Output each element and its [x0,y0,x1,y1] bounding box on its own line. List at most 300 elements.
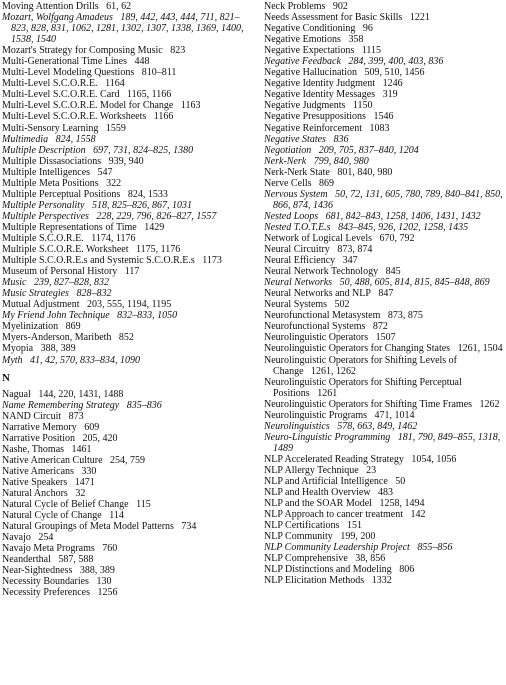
index-page-refs: 1246 [382,78,403,90]
index-entry [2,411,257,422]
index-term: Necessity Preferences [2,587,91,599]
index-entry [2,266,257,277]
index-term: Multi-Level S.C.O.R.E. [2,78,98,90]
index-entry [264,564,504,575]
index-page-refs: 189, 442, 443, 444, 711, 821–823, 828, 831, 1062, 1281, 1302, 1307, 1338, 1369, 1400, 1538, 1540 [11,12,244,46]
index-term: Multiple Description [2,144,86,156]
index-term: Multiple Perceptual Positions [2,188,121,200]
index-term: Natural Anchors [2,487,68,499]
index-entry [264,34,504,45]
index-entry [2,100,257,111]
index-entry [2,433,257,444]
index-entry [264,244,504,255]
index-entry [264,211,504,222]
index-page-refs: 1173 [202,255,222,267]
index-entry [264,553,504,564]
index-group-m [2,1,257,366]
index-entry [264,377,504,399]
index-page-refs: 509, 510, 1456 [364,67,425,79]
index-entry [2,111,257,122]
index-entry [2,167,257,178]
index-page-refs: 347 [342,255,358,267]
index-term: Myopia [2,343,34,355]
index-term: Navajo Meta Programs [2,543,95,555]
index-term: Negative Judgments [264,100,346,112]
index-entry [2,477,257,488]
index-page-refs: 203, 555, 1194, 1195 [87,299,172,311]
index-entry [2,543,257,554]
index-entry [2,211,257,222]
index-entry [264,123,504,134]
index-entry [2,521,257,532]
index-entry [264,156,504,167]
index-page-refs: 518, 825–826, 867, 1031 [92,199,192,211]
index-term: Multi-Generational Time Lines [2,56,127,68]
index-entry [264,189,504,211]
index-entry [264,12,504,23]
index-page-refs: 96 [362,23,373,35]
index-entry [264,575,504,586]
index-term: Negative Feedback [264,56,341,68]
index-term: Negotiation [264,144,312,156]
index-group-n [2,389,257,599]
index-entry [264,167,504,178]
index-page-refs: 1261, 1262 [311,365,357,377]
index-term: Multiple S.C.O.R.E. Worksheet [2,244,129,256]
index-page-refs: 1054, 1056 [411,453,457,465]
index-entry [264,299,504,310]
index-entry [264,542,504,553]
index-page-refs: 869 [319,177,334,189]
index-term: My Friend John Technique [2,310,110,322]
index-term: NLP Distinctions and Modeling [264,564,392,576]
index-term: Neurolinguistic Operators for Shifting Levels of Change [264,354,458,377]
index-term: Myth [2,354,23,366]
index-term: Mozart's Strategy for Composing Music [2,45,163,57]
index-term: Negative Emotions [264,34,341,46]
index-entry [264,56,504,67]
index-page-refs: 855–856 [417,542,453,554]
index-term: Nerk-Nerk [264,155,307,167]
index-term: Multiple Meta Positions [2,177,99,189]
index-term: Multimedia [2,133,49,145]
index-term: Natural Groupings of Meta Model Patterns [2,521,174,533]
index-term: Music Strategies [2,288,69,300]
index-page-refs: 23 [366,464,377,476]
index-page-refs: 1262 [479,398,500,410]
index-entry [2,222,257,233]
index-entry [2,45,257,56]
index-term: NLP Elicitation Methods [264,575,365,587]
index-term: Nested T.O.T.E.s [264,221,331,233]
index-entry [264,233,504,244]
index-term: Neanderthal [2,554,51,566]
index-entry [2,200,257,211]
index-entry [264,255,504,266]
index-term: Multiple Personality [2,199,85,211]
index-term: NLP and the SOAR Model [264,498,372,510]
index-page-refs: 144, 220, 1431, 1488 [38,388,124,400]
index-entry [264,178,504,189]
index-entry [264,432,504,454]
index-page-refs: 32 [75,487,86,499]
index-page-refs: 1165, 1166 [127,89,172,101]
index-term: Negative Identity Judgment [264,78,376,90]
index-page-refs: 358 [348,34,364,46]
index-term: NLP Community Leadership Project [264,542,410,554]
index-entry [264,222,504,233]
index-term: Multi-Sensory Learning [2,122,99,134]
index-page-refs: 205, 420 [82,432,118,444]
index-term: Network of Logical Levels [264,232,373,244]
index-entry [2,554,257,565]
index-page-refs: 1429 [144,221,165,233]
index-term: NLP Certifications [264,520,340,532]
index-entry [264,332,504,343]
index-entry [2,400,257,411]
index-term: Neurolinguistic Operators for Shifting Perceptual Positions [264,376,462,399]
index-term: Near-Sightedness [2,565,73,577]
index-page-refs: 836 [333,133,349,145]
index-entry [2,255,257,266]
index-entry [2,444,257,455]
index-term: Multi-Level S.C.O.R.E. Worksheets [2,111,147,123]
index-term: Natural Cycle of Belief Change [2,499,129,511]
index-page-refs: 760 [102,543,118,555]
index-entry [2,565,257,576]
index-entry [2,288,257,299]
index-term: Neurolinguistic Programs [264,409,368,421]
index-page-refs: 319 [382,89,398,101]
index-term: Nashe, Thomas [2,443,65,455]
index-term: Narrative Position [2,432,76,444]
index-term: Neural Networks and NLP [264,288,371,300]
index-term: Neural Networks [264,277,333,289]
index-entry [264,498,504,509]
index-page-refs: 1163 [180,100,201,112]
index-column-left [2,1,257,598]
index-page-refs: 1083 [369,122,390,134]
index-page-refs: 1164 [105,78,125,90]
index-page-refs: 609 [84,421,100,433]
index-term: Neural Circuitry [264,244,330,256]
index-entry [2,587,257,598]
index-page-refs: 1256 [97,587,118,599]
index-term: Neural Efficiency [264,255,336,267]
index-term: Name Remembering Strategy [2,399,120,411]
index-page-refs: 61, 62 [106,1,132,12]
index-entry [2,343,257,354]
index-term: Negative Conditioning [264,23,356,35]
index-term: NLP and Health Overview [264,487,371,499]
index-page-refs: 939, 940 [108,155,144,167]
index-term: Natural Cycle of Change [2,510,102,522]
index-term: Multiple Intelligences [2,166,91,178]
index-page-refs: 483 [378,487,394,499]
index-term: Negative Hallucination [264,67,358,79]
index-term: Multiple S.C.O.R.E. [2,232,84,244]
index-entry [2,455,257,466]
index-page-refs: 873, 875 [387,310,423,322]
index-term: Negative Identity Messages [264,89,376,101]
index-entry [2,244,257,255]
index-page-refs: 448 [134,56,150,68]
index-entry [264,465,504,476]
index-page-refs: 843–845, 926, 1202, 1258, 1435 [338,221,469,233]
index-entry [264,100,504,111]
index-term: Neurolinguistic Operators [264,332,369,344]
index-page-refs: 1461 [71,443,92,455]
index-term: Negative Expectations [264,45,355,57]
index-term: NLP Community [264,531,333,543]
index-page-refs: 902 [332,1,348,12]
index-page-refs: 1174, 1176 [91,232,136,244]
index-term: Neurolinguistic Operators for Changing States [264,343,451,355]
index-term: Neural Systems [264,299,328,311]
index-page-refs: 50 [395,476,406,488]
index-page-refs: 117 [124,266,140,278]
index-page-refs: 587, 588 [58,554,94,566]
index-page-refs: 239, 827–828, 832 [33,277,109,289]
index-entry [2,156,257,167]
index-page-refs: 502 [334,299,350,311]
index-page-refs: 578, 663, 849, 1462 [337,420,418,432]
index-page-refs: 130 [96,576,112,588]
index-page-refs: 151 [346,520,362,532]
index-page-refs: 832–833, 1050 [117,310,178,322]
index-entry [2,277,257,288]
index-term: Native Speakers [2,476,68,488]
index-page-refs: 806 [399,564,415,576]
index-term: Neurolinguistics [264,420,330,432]
index-entry [264,1,504,12]
index-entry [2,422,257,433]
index-page-refs: 835–836 [126,399,162,411]
index-entry [2,510,257,521]
index-term: Neural Network Technology [264,266,379,278]
index-entry [264,487,504,498]
index-entry [2,233,257,244]
index-page-refs: 1175, 1176 [136,244,181,256]
index-term: Multi-Level Modeling Questions [2,67,135,79]
index-page-refs: 209, 705, 837–840, 1204 [318,144,419,156]
index-entry [264,67,504,78]
index-term: Neuro-Linguistic Programming [264,431,391,443]
index-page-refs: 801, 840, 980 [337,166,393,178]
index-term: Multiple Dissasociations [2,155,102,167]
index-page-refs: 823 [170,45,186,57]
index-page-refs: 50, 72, 131, 605, 780, 789, 840–841, 850, 866, 874, 1436 [273,188,503,211]
index-term: Negative Presuppositions [264,111,366,123]
index-term: NLP and Artificial Intelligence [264,476,388,488]
index-entry [2,389,257,400]
index-term: Needs Assessment for Basic Skills [264,12,403,24]
index-term: Multi-Level S.C.O.R.E. Card [2,89,120,101]
index-entry [2,321,257,332]
index-entry [2,12,257,45]
index-term: Navajo [2,532,31,544]
index-term: Neurofunctional Systems [264,321,366,333]
index-column-right [264,1,504,586]
index-term: Multiple Representations of Time [2,221,137,233]
index-page-refs: 114 [109,510,124,522]
index-entry [264,277,504,288]
index-term: Nerk-Nerk State [264,166,330,178]
index-entry [2,332,257,343]
index-term: Neurolinguistic Operators for Shifting Time Frames [264,398,473,410]
index-page-refs: 847 [378,288,394,300]
index-entry [2,532,257,543]
index-term: NLP Approach to cancer treatment [264,509,404,521]
index-page-refs: 181, 790, 849–855, 1318, 1489 [273,431,501,454]
index-page-refs: 1261 [317,387,338,399]
index-entry [264,343,504,354]
index-entry [2,145,257,156]
index-page-refs: 547 [97,166,113,178]
index-term: Native Americans [2,465,74,477]
index-term: Negative Reinforcement [264,122,363,134]
index-page-refs: 873 [68,410,84,422]
index-term: NLP Allergy Technique [264,464,359,476]
index-page-refs: 824, 1558 [55,133,96,145]
index-term: Neurofunctional Metasystem [264,310,381,322]
index-term: Negative States [264,133,326,145]
index-page-refs: 1115 [361,45,382,57]
index-entry [264,476,504,487]
index-entry [264,134,504,145]
index-page-refs: 810–811 [141,67,177,79]
index-entry [2,178,257,189]
index-term: NLP Accelerated Reading Strategy [264,453,404,465]
index-term: Museum of Personal History [2,266,118,278]
index-page-refs: 824, 1533 [127,188,168,200]
index-entry [264,520,504,531]
index-page-refs: 734 [181,521,197,533]
index-page-refs: 670, 792 [379,232,415,244]
index-entry [2,1,257,12]
index-term: Nervous System [264,188,328,200]
index-page-refs: 1261, 1504 [457,343,503,355]
index-page-refs: 38, 856 [355,553,386,565]
index-entry [2,56,257,67]
index-page-refs: 388, 389 [40,343,76,355]
index-page-refs: 322 [106,177,122,189]
index-entry [2,576,257,587]
index-page-refs: 41, 42, 570, 833–834, 1090 [30,354,141,366]
index-page-refs: 697, 731, 824–825, 1380 [93,144,194,156]
index-page-refs: 1166 [153,111,174,123]
index-term: Native American Culture [2,454,103,466]
index-entry [264,421,504,432]
index-entry [2,488,257,499]
index-entry [264,410,504,421]
index-term: Multi-Level S.C.O.R.E. Model for Change [2,100,174,112]
index-page-refs: 330 [81,465,97,477]
index-entry [2,78,257,89]
index-entry [2,123,257,134]
index-term: Myers-Anderson, Maribeth [2,332,112,344]
index-entry [264,145,504,156]
index-entry [264,89,504,100]
index-entry [264,531,504,542]
index-page-refs: 828–832 [76,288,112,300]
index-page-refs: 254, 759 [110,454,146,466]
index-entry [264,23,504,34]
index-entry [264,355,504,377]
index-entry [2,134,257,145]
index-entry [264,45,504,56]
index-entry [2,299,257,310]
index-page-refs: 471, 1014 [374,409,415,421]
index-entry [264,111,504,122]
index-entry [2,189,257,200]
index-term: NAND Circuit [2,410,62,422]
index-page-refs: 199, 200 [340,531,376,543]
index-page-refs: 845 [385,266,401,278]
index-term: Music [2,277,27,289]
index-entry [264,509,504,520]
index-page-refs: 50, 488, 605, 814, 815, 845–848, 869 [339,277,490,289]
index-entry [2,310,257,321]
index-entry [2,466,257,477]
index-term: Narrative Memory [2,421,77,433]
index-entry [2,499,257,510]
index-page-refs: 1221 [409,12,430,24]
index-entry [264,454,504,465]
index-entry [264,78,504,89]
index-entry [2,89,257,100]
index-page-refs: 1546 [373,111,394,123]
index-term: Multiple S.C.O.R.E.s and Systemic S.C.O.R.E.s [2,255,195,267]
index-page-refs: 1471 [74,476,95,488]
index-page-refs: 1507 [375,332,396,344]
index-page-refs: 873, 874 [337,244,373,256]
section-letter-n: N [2,371,10,384]
index-page-refs: 388, 389 [79,565,115,577]
index-page-refs: 142 [410,509,426,521]
index-entry [264,288,504,299]
index-term: Multiple Perspectives [2,210,89,222]
index-page-refs: 1150 [352,100,373,112]
index-term: NLP Comprehensive [264,553,348,565]
index-entry [264,310,504,321]
index-group-n-continued [264,1,504,586]
index-entry [264,321,504,332]
index-page-refs: 228, 229, 796, 826–827, 1557 [96,210,217,222]
index-term: Nagual [2,388,31,400]
index-term: Nested Loops [264,210,319,222]
index-term: Neck Problems [264,1,326,12]
index-entry [2,67,257,78]
index-entry [264,399,504,410]
index-entry [264,266,504,277]
index-page-refs: 254 [38,532,54,544]
index-page-refs: 869 [65,321,81,333]
index-term: Moving Attention Drills [2,1,99,12]
index-page-refs: 799, 840, 980 [313,155,369,167]
index-page-refs: 852 [118,332,134,344]
index-term: Nerve Cells [264,177,312,189]
index-term: Myelinization [2,321,59,333]
index-page-refs: 284, 399, 400, 403, 836 [348,56,444,68]
index-page-refs: 115 [136,499,151,511]
index-page-refs: 872 [372,321,388,333]
index-page-refs: 1258, 1494 [379,498,425,510]
index-term: Mozart, Wolfgang Amadeus [2,12,113,24]
index-term: Mutual Adjustment [2,299,80,311]
index-page-refs: 1559 [105,122,126,134]
index-page-refs: 681, 842–843, 1258, 1406, 1431, 1432 [325,210,481,222]
